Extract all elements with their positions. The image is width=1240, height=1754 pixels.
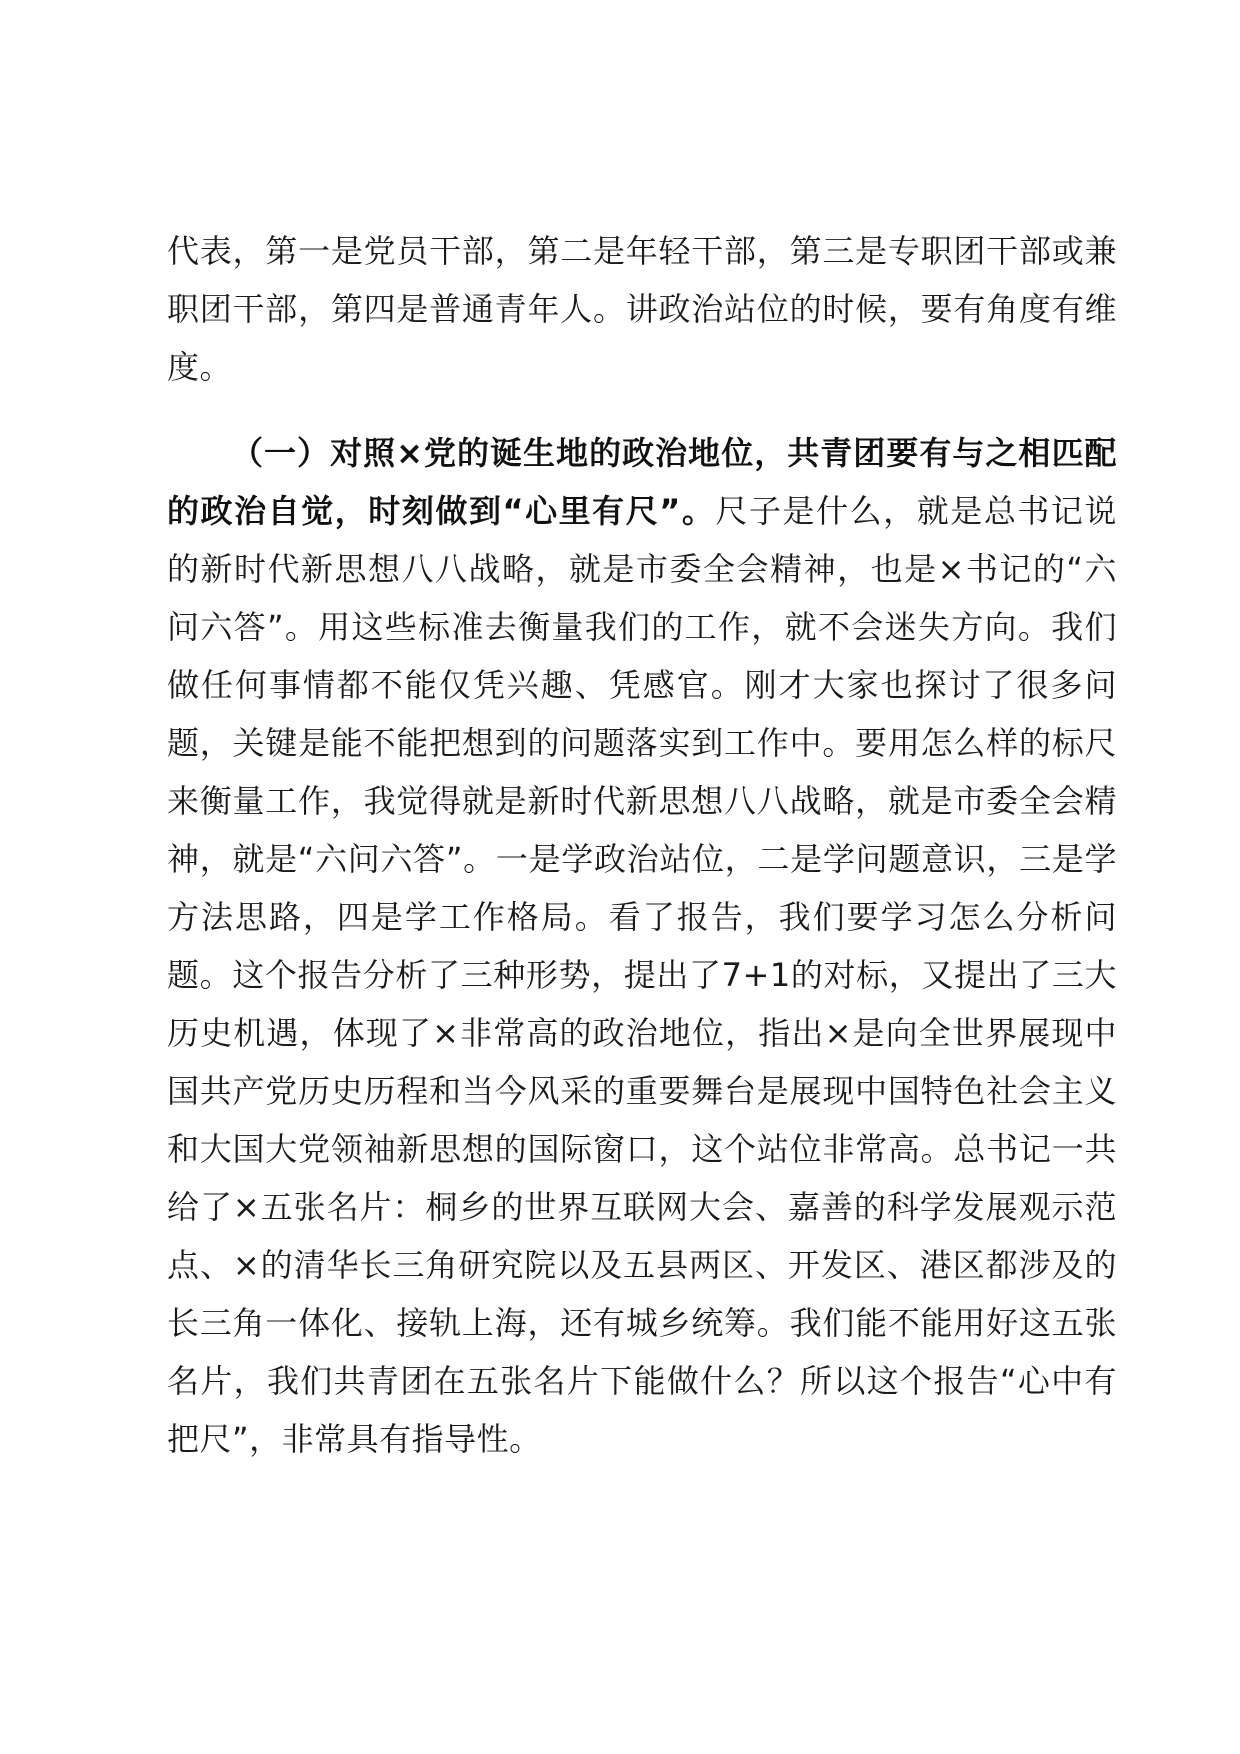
paragraph-text: 代表，第一是党员干部，第二是年轻干部，第三是专职团干部或兼职团干部，第四是普通青年人。讲政治站位的时候，要有角度有维度。: [167, 232, 1117, 386]
section-body-text: 尺子是什么，就是总书记说的新时代新思想八八战略，就是市委全会精神，也是×书记的“六问六答”。用这些标准去衡量我们的工作，就不会迷失方向。我们做任何事情都不能仅凭兴趣、凭感官。刚才大家也探讨了很多问题，关键是能不能把想到的问题落实到工作中。要用怎么样的标尺来衡量工作，我觉得就是新时代新思想八八战略，就是市委全会精神，就是“六问六答”。一是学政治站位，二是学问题意识，三是学方法思路，四是学工作格局。看了报告，我们要学习怎么分析问题。这个报告分析了三种形势，提出了7+1的对标，又提出了三大历史机遇，体现了×非常高的政治地位，指出×是向全世界展现中国共产党历史历程和当今风采的重要舞台是展现中国特色社会主义和大国大党领袖新思想的国际窗口，这个站位非常高。总书记一共给了×五张名片：桐乡的世界互联网大会、嘉善的科学发展观示范点、×的清华长三角研究院以及五县两区、开发区、港区都涉及的长三角一体化、接轨上海，还有城乡统筹。我们能不能用好这五张名片，我们共青团在五张名片下能做什么？所以这个报告“心中有把尺”，非常具有指导性。: [167, 492, 1117, 1458]
paragraph-continuation: [167, 222, 1117, 396]
paragraph-section-one: [167, 424, 1117, 1468]
section-heading: （一）对照×党的诞生地的政治地位，共青团要有与之相匹配的政治自觉，时刻做到“心里有尺”。: [167, 434, 1117, 530]
